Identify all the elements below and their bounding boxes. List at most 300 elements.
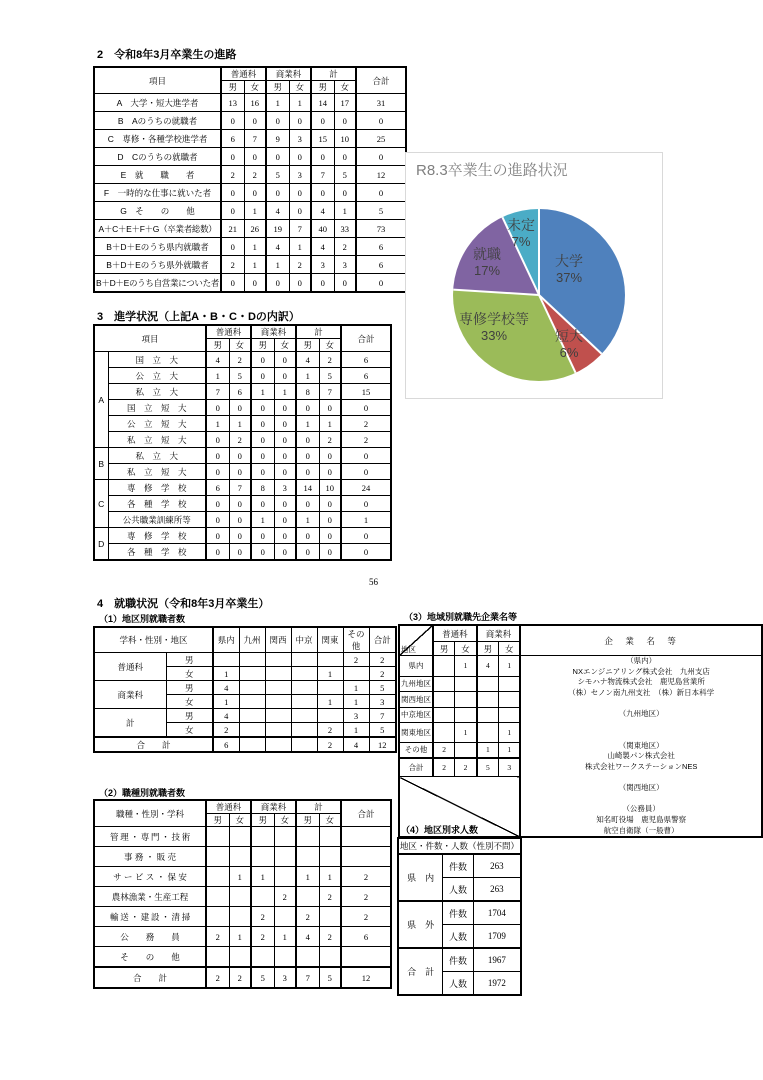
group-label: A <box>94 352 108 448</box>
cell: 0 <box>289 274 311 293</box>
row-label: サ ー ビ ス ・ 保 安 <box>94 867 206 887</box>
slice-label <box>555 328 583 360</box>
slice-percent: 6% <box>559 344 579 360</box>
table-row <box>94 653 396 667</box>
sex-label: 男 <box>166 681 213 695</box>
cell: 6 <box>229 384 251 400</box>
cell: 0 <box>319 528 341 544</box>
cell: 7 <box>369 709 396 723</box>
table-row <box>94 480 391 496</box>
company-line <box>522 730 760 741</box>
col-header-male: 男 <box>296 339 319 352</box>
cell <box>239 737 265 752</box>
cell <box>319 947 341 968</box>
cell: 8 <box>296 384 319 400</box>
cell: 0 <box>206 448 229 464</box>
col-header-kei: 計 <box>296 325 341 339</box>
col-header-total: 合計 <box>369 627 396 653</box>
company-names <box>520 656 762 838</box>
cell: 2 <box>229 432 251 448</box>
company-line <box>522 720 760 731</box>
row-label: 各 種 学 校 <box>108 496 206 512</box>
cell: 24 <box>341 480 391 496</box>
cell: 3 <box>274 480 296 496</box>
cell: 0 <box>206 544 229 561</box>
kind-label: 人数 <box>443 925 473 949</box>
col-header-item: 地区・件数・人数（性別不問） <box>398 838 521 854</box>
cell: 5 <box>319 967 341 988</box>
sub2-title: （2）職種別就職者数 <box>99 788 186 798</box>
cell: 0 <box>266 112 289 130</box>
cell <box>206 867 229 887</box>
col-header-shogyoka: 商業科 <box>251 800 296 814</box>
col-header-item: 学科・性別・地区 <box>94 627 213 653</box>
col-header-companies: 企 業 名 等 <box>520 625 762 656</box>
cell: 0 <box>296 464 319 480</box>
cell <box>251 887 274 907</box>
cell <box>206 827 229 847</box>
cell <box>499 692 521 708</box>
cell: 3 <box>274 967 296 988</box>
cell: 0 <box>274 512 296 528</box>
cell <box>319 827 341 847</box>
cell: 0 <box>319 512 341 528</box>
col-header-futsuka: 普通科 <box>433 625 477 642</box>
cell <box>296 887 319 907</box>
col-header-female: 女 <box>289 81 311 94</box>
cell: 0 <box>319 464 341 480</box>
cell <box>319 907 341 927</box>
cell: 2 <box>296 907 319 927</box>
cell: 1 <box>343 681 369 695</box>
cell: 1 <box>266 256 289 274</box>
cell: 6 <box>206 480 229 496</box>
slice-name: 未定 <box>507 216 535 233</box>
col-header-male: 男 <box>221 81 244 94</box>
cell: 0 <box>251 368 274 384</box>
cell: 0 <box>356 112 406 130</box>
row-label: 公共職業訓練所等 <box>108 512 206 528</box>
table-row <box>94 166 406 184</box>
cell <box>499 676 521 692</box>
cell: 0 <box>251 496 274 512</box>
cell: 0 <box>296 544 319 561</box>
kind-label: 人数 <box>443 972 473 996</box>
table-row <box>94 827 391 847</box>
cell: 3 <box>334 256 356 274</box>
chart-title: R8.3卒業生の進路状況 <box>416 162 568 179</box>
cell: 0 <box>296 448 319 464</box>
table-row <box>94 867 391 887</box>
col-header-male: 男 <box>296 814 319 827</box>
cell: 19 <box>266 220 289 238</box>
cell: 2 <box>289 256 311 274</box>
cell: 6 <box>341 368 391 384</box>
cell <box>433 707 455 723</box>
group-label: B <box>94 448 108 480</box>
cell: 1 <box>343 695 369 709</box>
col-header-female: 女 <box>499 642 521 656</box>
table-row <box>94 256 406 274</box>
cell: 2 <box>319 352 341 368</box>
row-label: 専 修 学 校 <box>108 528 206 544</box>
cell: 0 <box>244 184 266 202</box>
sex-label: 女 <box>166 723 213 738</box>
col-header-shogyoka: 商業科 <box>266 67 311 81</box>
cell: 7 <box>289 220 311 238</box>
area-label: 合 計 <box>398 948 443 995</box>
cell <box>291 653 317 667</box>
cell <box>296 827 319 847</box>
cell: 0 <box>274 400 296 416</box>
cell <box>265 667 291 681</box>
cell <box>229 887 251 907</box>
category-label: 商業科 <box>94 681 166 709</box>
cell: 2 <box>341 887 391 907</box>
pie-chart-panel <box>405 152 663 399</box>
cell: 2 <box>319 887 341 907</box>
cell: 1 <box>244 256 266 274</box>
row-label: 各 種 学 校 <box>108 544 206 561</box>
table-row <box>94 130 406 148</box>
slice-name: 短大 <box>555 327 583 344</box>
column-header <box>94 800 391 827</box>
cell: 0 <box>251 448 274 464</box>
table-row <box>94 709 396 723</box>
table-row <box>94 496 391 512</box>
row-label: B＋D＋Eのうち県内就職者 <box>94 238 221 256</box>
col-header-gokei: 合計 <box>341 800 391 827</box>
cell: 1 <box>213 695 239 709</box>
cell: 2 <box>433 758 455 777</box>
slice-percent: 37% <box>555 269 583 285</box>
cell: 0 <box>311 112 334 130</box>
cell: 2 <box>206 927 229 947</box>
cell: 1 <box>251 384 274 400</box>
table-row <box>94 528 391 544</box>
row-label: A＋C＋E＋F＋G（卒業者総数） <box>94 220 221 238</box>
column-header <box>94 627 396 653</box>
cell: 0 <box>311 274 334 293</box>
table-row <box>94 967 391 988</box>
row-label: 合 計 <box>94 737 213 752</box>
cell: 0 <box>229 528 251 544</box>
table-row <box>94 112 406 130</box>
company-line: （九州地区） <box>618 708 664 718</box>
cell: 6 <box>356 256 406 274</box>
corner-label: 地区 <box>401 645 416 654</box>
cell <box>206 887 229 907</box>
cell: 0 <box>206 496 229 512</box>
cell <box>229 827 251 847</box>
cell: 10 <box>319 480 341 496</box>
cell: 1 <box>289 94 311 112</box>
cell <box>291 695 317 709</box>
cell: 5 <box>369 723 396 738</box>
col-header-region: 関東 <box>317 627 343 653</box>
kind-label: 件数 <box>443 948 473 972</box>
cell: 12 <box>356 166 406 184</box>
cell: 2 <box>433 742 455 758</box>
cell <box>477 707 499 723</box>
cell: 0 <box>206 512 229 528</box>
cell: 3 <box>499 758 521 777</box>
cell: 0 <box>251 352 274 368</box>
cell: 0 <box>296 528 319 544</box>
kind-label: 件数 <box>443 901 473 925</box>
company-line: シモハナ物流株式会社 鹿児島営業所 <box>577 677 705 687</box>
row-label: 農林漁業・生産工程 <box>94 887 206 907</box>
cell: 5 <box>319 368 341 384</box>
row-label: 国 立 短 大 <box>108 400 206 416</box>
cell: 1704 <box>473 901 521 925</box>
cell: 6 <box>213 737 239 752</box>
cell: 1 <box>296 368 319 384</box>
cell: 0 <box>266 274 289 293</box>
cell <box>343 667 369 681</box>
row-label: F 一時的な仕事に就いた者 <box>94 184 221 202</box>
row-label: A 大学・短大進学者 <box>94 94 221 112</box>
cell: 0 <box>251 464 274 480</box>
cell: 4 <box>296 352 319 368</box>
company-line: （県内） <box>626 656 657 665</box>
cell: 2 <box>221 256 244 274</box>
category-label: 計 <box>94 709 166 738</box>
row-label: 事 務 ・ 販 売 <box>94 847 206 867</box>
col-header-male: 男 <box>206 339 229 352</box>
cell: 0 <box>341 464 391 480</box>
cell <box>319 847 341 867</box>
cell: 1 <box>341 512 391 528</box>
table-row <box>94 737 396 752</box>
cell: 6 <box>341 352 391 368</box>
table-row <box>94 544 391 561</box>
cell: 0 <box>229 464 251 480</box>
cell <box>291 723 317 738</box>
company-line: （株）セノン南九州支社 （株）新日本科学 <box>568 687 715 697</box>
row-label: 管 理 ・ 専 門 ・ 技 術 <box>94 827 206 847</box>
slice-percent: 17% <box>473 262 501 278</box>
cell <box>296 947 319 968</box>
col-header-male: 男 <box>206 814 229 827</box>
cell: 0 <box>274 416 296 432</box>
sex-label: 男 <box>166 709 213 723</box>
company-line: （関東地区） <box>618 740 664 750</box>
row-label: 国 立 大 <box>108 352 206 368</box>
row-label: 公 立 大 <box>108 368 206 384</box>
cell: 1 <box>244 238 266 256</box>
col-header-futsuka: 普通科 <box>206 325 251 339</box>
cell: 1 <box>206 368 229 384</box>
kind-label: 件数 <box>443 854 473 878</box>
cell: 2 <box>251 927 274 947</box>
row-label: 私 立 短 大 <box>108 464 206 480</box>
cell: 1 <box>499 723 521 743</box>
table-row <box>94 416 391 432</box>
cell: 0 <box>289 184 311 202</box>
cell: 263 <box>473 878 521 902</box>
cell: 1967 <box>473 948 521 972</box>
employment-by-region-table <box>93 626 397 753</box>
cell: 0 <box>244 148 266 166</box>
cell <box>433 676 455 692</box>
slice-label <box>507 217 535 249</box>
col-header-female: 女 <box>274 814 296 827</box>
area-label: 県 外 <box>398 901 443 948</box>
cell: 5 <box>477 758 499 777</box>
column-header <box>398 838 521 854</box>
cell <box>455 707 477 723</box>
cell <box>265 723 291 738</box>
cell: 1 <box>455 656 477 677</box>
col-header-kei: 計 <box>296 800 341 814</box>
cell <box>317 709 343 723</box>
col-header-male: 男 <box>266 81 289 94</box>
company-line: 知名町役場 鹿児島県警察 <box>596 814 687 824</box>
col-header-item: 項目 <box>94 67 221 94</box>
cell: 0 <box>356 274 406 293</box>
table-row <box>94 352 391 368</box>
cell: 2 <box>334 238 356 256</box>
col-header-futsuka: 普通科 <box>206 800 251 814</box>
cell: 0 <box>289 202 311 220</box>
cell <box>206 947 229 968</box>
slice-name: 専修学校等 <box>459 310 529 327</box>
cell: 73 <box>356 220 406 238</box>
col-header-item: 項目 <box>94 325 206 352</box>
cell: 4 <box>311 238 334 256</box>
cell: 2 <box>369 653 396 667</box>
row-label: 公 立 短 大 <box>108 416 206 432</box>
row-label: G そ の 他 <box>94 202 221 220</box>
cell: 2 <box>251 907 274 927</box>
cell <box>274 867 296 887</box>
cell <box>251 847 274 867</box>
table-row <box>94 847 391 867</box>
cell: 6 <box>356 238 406 256</box>
cell: 17 <box>334 94 356 112</box>
cell: 31 <box>356 94 406 112</box>
cell: 7 <box>229 480 251 496</box>
cell: 1 <box>229 867 251 887</box>
row-label: 合 計 <box>94 967 206 988</box>
cell: 0 <box>221 274 244 293</box>
col-header-female: 女 <box>274 339 296 352</box>
cell: 0 <box>206 528 229 544</box>
slice-name: 就職 <box>473 245 501 262</box>
cell <box>291 737 317 752</box>
cell: 1 <box>499 656 521 677</box>
table-row <box>94 384 391 400</box>
cell: 1 <box>455 723 477 743</box>
cell: 0 <box>334 112 356 130</box>
cell: 263 <box>473 854 521 878</box>
cell <box>274 847 296 867</box>
col-header-female: 女 <box>455 642 477 656</box>
cell: 0 <box>289 112 311 130</box>
cell: 1 <box>213 667 239 681</box>
cell: 6 <box>341 927 391 947</box>
cell: 5 <box>369 681 396 695</box>
row-label: 九州地区 <box>399 676 433 692</box>
cell: 5 <box>251 967 274 988</box>
col-header-region: 県内 <box>213 627 239 653</box>
section3-title: 3 進学状況（上記A・B・C・Dの内訳） <box>97 311 300 323</box>
row-label: B Aのうちの就職者 <box>94 112 221 130</box>
cell: 1 <box>499 742 521 758</box>
table-row <box>398 901 521 925</box>
cell: 5 <box>266 166 289 184</box>
cell: 5 <box>356 202 406 220</box>
cell: 4 <box>213 709 239 723</box>
cell: 0 <box>274 544 296 561</box>
cell <box>433 656 455 677</box>
col-header-female: 女 <box>334 81 356 94</box>
table-row <box>94 887 391 907</box>
row-label: E 就 職 者 <box>94 166 221 184</box>
cell: 0 <box>341 528 391 544</box>
section2-title: 2 令和8年3月卒業生の進路 <box>97 49 237 61</box>
cell <box>239 723 265 738</box>
cell: 1972 <box>473 972 521 996</box>
cell <box>291 681 317 695</box>
employment-by-occupation-table <box>93 799 392 989</box>
cell: 1709 <box>473 925 521 949</box>
cell: 3 <box>311 256 334 274</box>
cell: 14 <box>311 94 334 112</box>
cell: 0 <box>229 400 251 416</box>
cell: 0 <box>274 352 296 368</box>
cell: 1 <box>334 202 356 220</box>
table-row <box>94 448 391 464</box>
slice-percent: 7% <box>511 233 531 249</box>
cell <box>274 907 296 927</box>
company-line <box>522 698 760 709</box>
cell: 0 <box>274 496 296 512</box>
cell: 1 <box>206 416 229 432</box>
cell <box>251 947 274 968</box>
cell: 26 <box>244 220 266 238</box>
col-header-male: 男 <box>311 81 334 94</box>
cell <box>229 847 251 867</box>
slice-label <box>473 246 501 278</box>
col-header-region: 中京 <box>291 627 317 653</box>
cell: 0 <box>274 528 296 544</box>
cell <box>239 653 265 667</box>
table-row <box>94 274 406 293</box>
cell: 0 <box>341 544 391 561</box>
col-header-shogyoka: 商業科 <box>477 625 521 642</box>
col-header-female: 女 <box>244 81 266 94</box>
table-row <box>94 927 391 947</box>
row-label: 公 務 員 <box>94 927 206 947</box>
cell <box>296 847 319 867</box>
cell <box>265 653 291 667</box>
cell: 0 <box>319 448 341 464</box>
cell <box>213 653 239 667</box>
col-header-female: 女 <box>319 339 341 352</box>
cell: 2 <box>319 432 341 448</box>
cell: 0 <box>341 400 391 416</box>
cell: 7 <box>206 384 229 400</box>
cell: 0 <box>221 112 244 130</box>
cell: 5 <box>229 368 251 384</box>
section3-total: 56 <box>369 577 378 587</box>
cell: 0 <box>221 148 244 166</box>
row-label: C 専修・各種学校進学者 <box>94 130 221 148</box>
slice-percent: 33% <box>480 327 508 343</box>
table-row <box>398 948 521 972</box>
